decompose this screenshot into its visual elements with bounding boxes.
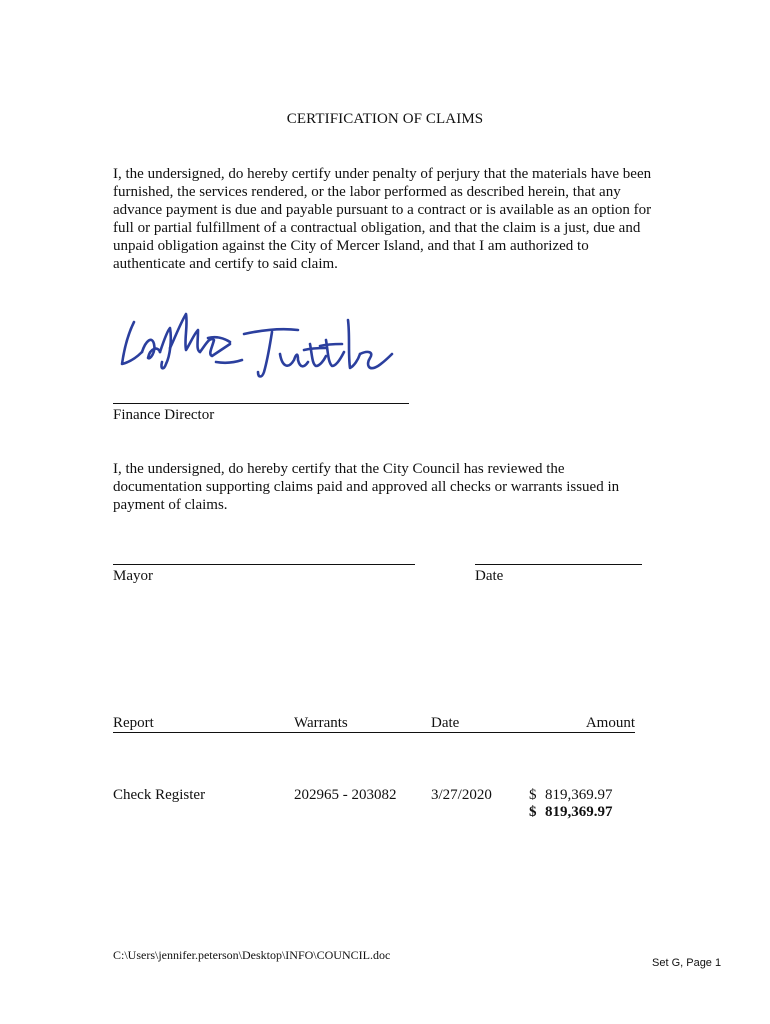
mayor-label: Mayor [113, 568, 153, 584]
mayor-signature-line [113, 564, 415, 565]
paragraph-line: full or partial fulfillment of a contractual obligation, and that the claim is a just, due and [113, 220, 641, 236]
finance-director-signature-line [113, 403, 409, 404]
paragraph-line: unpaid obligation against the City of Mercer Island, and that I am authorized to [113, 238, 589, 254]
finance-director-label: Finance Director [113, 407, 215, 423]
total-currency: $ [529, 804, 537, 820]
document-title: CERTIFICATION OF CLAIMS [286, 111, 484, 127]
date-label: Date [475, 568, 504, 584]
certification-paragraph-finance [113, 165, 673, 273]
header-report: Report [113, 715, 154, 731]
header-warrants: Warrants [294, 715, 348, 731]
date-signature-line [475, 564, 642, 565]
paragraph-line: documentation supporting claims paid and approved all checks or warrants issued in [113, 479, 620, 495]
paragraph-line: I, the undersigned, do hereby certify that the City Council has reviewed the [113, 461, 565, 477]
paragraph-line: I, the undersigned, do hereby certify under penalty of perjury that the materials have been [113, 166, 652, 182]
total-amount: 819,369.97 [545, 804, 613, 820]
row-warrants: 202965 - 203082 [294, 787, 397, 803]
paragraph-line: advance payment is due and payable pursuant to a contract or is available as an option for [113, 202, 652, 218]
row-amount: 819,369.97 [545, 787, 613, 803]
paragraph-line: authenticate and certify to said claim. [113, 256, 338, 272]
certification-paragraph-council [113, 460, 673, 514]
footer-page-number: Set G, Page 1 [652, 957, 722, 969]
row-report: Check Register [113, 787, 206, 803]
finance-director-signature [112, 300, 402, 390]
paragraph-line: payment of claims. [113, 497, 228, 513]
paragraph-line: furnished, the services rendered, or the labor performed as described herein, that any [113, 184, 621, 200]
header-amount: Amount [585, 715, 635, 731]
footer-file-path: C:\Users\jennifer.peterson\Desktop\INFO\COUNCIL.doc [113, 948, 391, 962]
row-currency: $ [529, 787, 537, 803]
row-date: 3/27/2020 [431, 787, 492, 803]
header-date: Date [431, 715, 460, 731]
